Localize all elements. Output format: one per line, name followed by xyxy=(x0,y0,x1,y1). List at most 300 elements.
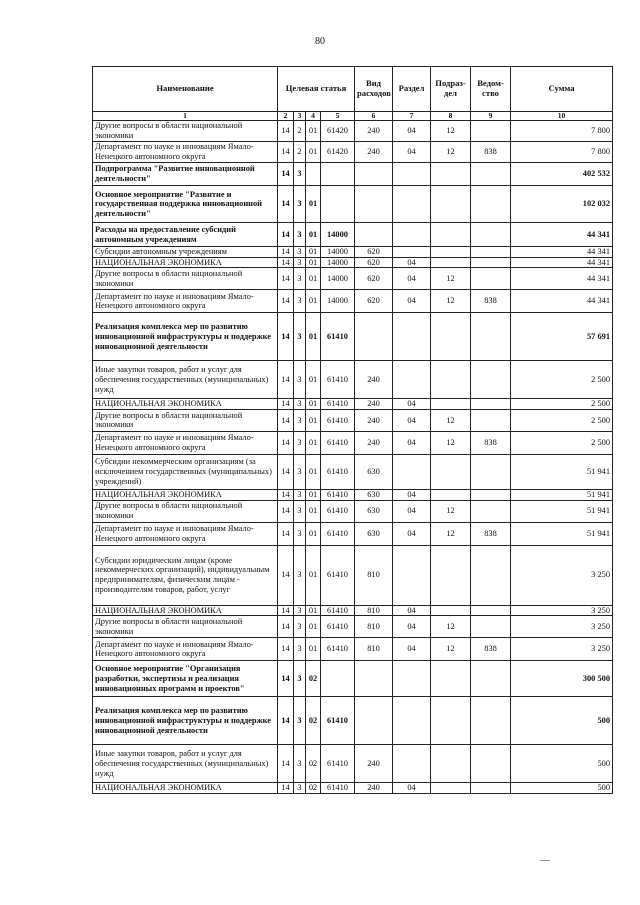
row-name: Иные закупки товаров, работ и услуг для обеспечения государственных (муниципальных) нужд xyxy=(93,745,278,783)
target-code-1: 14 xyxy=(278,545,294,605)
subsection-cell xyxy=(431,489,471,500)
department-cell xyxy=(471,745,511,783)
expense-type-cell xyxy=(355,697,393,745)
subsection-cell: 12 xyxy=(431,431,471,454)
table-row xyxy=(93,409,613,431)
target-code-3: 02 xyxy=(306,745,321,783)
expense-type-cell: 620 xyxy=(355,257,393,268)
section-cell: 04 xyxy=(393,290,431,313)
section-cell xyxy=(393,247,431,258)
department-cell xyxy=(471,313,511,361)
target-code-1: 14 xyxy=(278,616,294,638)
department-cell: 838 xyxy=(471,142,511,163)
expense-type-cell xyxy=(355,163,393,186)
target-code-2: 3 xyxy=(294,399,306,410)
target-code-2: 3 xyxy=(294,638,306,661)
column-number-row xyxy=(93,112,613,121)
table-body xyxy=(93,121,613,794)
row-name: Субсидии юридическим лицам (кроме некоммерческих организаций), индивидуальным предпринимателям, физическим лицам - производителям товаров, работ, услуг xyxy=(93,545,278,605)
target-code-1: 14 xyxy=(278,522,294,545)
target-code-1: 14 xyxy=(278,186,294,223)
sum-cell: 3 250 xyxy=(511,545,613,605)
subsection-cell xyxy=(431,361,471,399)
target-code-3: 02 xyxy=(306,661,321,697)
row-name: Расходы на предоставление субсидий автономным учреждениям xyxy=(93,223,278,247)
table-row xyxy=(93,290,613,313)
subsection-cell: 12 xyxy=(431,290,471,313)
target-code-1: 14 xyxy=(278,697,294,745)
target-code-2: 3 xyxy=(294,616,306,638)
sum-cell: 2 500 xyxy=(511,361,613,399)
target-code-4: 14000 xyxy=(321,268,355,290)
sum-cell: 500 xyxy=(511,697,613,745)
subsection-cell xyxy=(431,313,471,361)
department-cell xyxy=(471,268,511,290)
target-code-4: 61410 xyxy=(321,697,355,745)
department-cell: 838 xyxy=(471,638,511,661)
subsection-cell xyxy=(431,247,471,258)
target-code-3: 02 xyxy=(306,697,321,745)
table-row xyxy=(93,313,613,361)
target-code-2: 3 xyxy=(294,454,306,489)
target-code-4: 14000 xyxy=(321,257,355,268)
target-code-3: 01 xyxy=(306,605,321,616)
target-code-2: 3 xyxy=(294,605,306,616)
expense-type-cell: 620 xyxy=(355,247,393,258)
table-row xyxy=(93,500,613,522)
expense-type-cell: 240 xyxy=(355,121,393,142)
expense-type-cell: 620 xyxy=(355,268,393,290)
sum-cell: 2 500 xyxy=(511,399,613,410)
subsection-cell xyxy=(431,186,471,223)
department-cell xyxy=(471,661,511,697)
target-code-1: 14 xyxy=(278,121,294,142)
target-code-1: 14 xyxy=(278,223,294,247)
expense-type-cell xyxy=(355,186,393,223)
department-cell: 838 xyxy=(471,290,511,313)
expense-type-cell xyxy=(355,313,393,361)
section-cell xyxy=(393,697,431,745)
row-name: Иные закупки товаров, работ и услуг для обеспечения государственных (муниципальных) нужд xyxy=(93,361,278,399)
target-code-2: 3 xyxy=(294,545,306,605)
budget-table xyxy=(92,66,613,794)
header-department: Ведом- ство xyxy=(471,67,511,112)
department-cell xyxy=(471,121,511,142)
section-cell: 04 xyxy=(393,638,431,661)
column-number: 4 xyxy=(306,112,321,121)
table-row xyxy=(93,605,613,616)
target-code-4: 61410 xyxy=(321,361,355,399)
row-name: Другие вопросы в области национальной экономики xyxy=(93,268,278,290)
sum-cell: 2 500 xyxy=(511,431,613,454)
target-code-4 xyxy=(321,186,355,223)
table-row xyxy=(93,361,613,399)
sum-cell: 44 341 xyxy=(511,268,613,290)
row-name: Основное мероприятие "Организация разработки, экспертизы и реализация инновационных программ и проектов" xyxy=(93,661,278,697)
expense-type-cell: 240 xyxy=(355,399,393,410)
target-code-4: 61410 xyxy=(321,745,355,783)
column-number: 2 xyxy=(278,112,294,121)
target-code-3: 01 xyxy=(306,186,321,223)
target-code-3: 01 xyxy=(306,454,321,489)
row-name: НАЦИОНАЛЬНАЯ ЭКОНОМИКА xyxy=(93,489,278,500)
target-code-2: 3 xyxy=(294,163,306,186)
sum-cell: 44 341 xyxy=(511,290,613,313)
table-row xyxy=(93,489,613,500)
row-name: Другие вопросы в области национальной экономики xyxy=(93,409,278,431)
table-row xyxy=(93,268,613,290)
sum-cell: 51 941 xyxy=(511,522,613,545)
target-code-1: 14 xyxy=(278,605,294,616)
target-code-3 xyxy=(306,163,321,186)
sum-cell: 51 941 xyxy=(511,489,613,500)
target-code-4: 61410 xyxy=(321,489,355,500)
expense-type-cell: 630 xyxy=(355,522,393,545)
subsection-cell: 12 xyxy=(431,500,471,522)
expense-type-cell: 810 xyxy=(355,545,393,605)
expense-type-cell: 630 xyxy=(355,500,393,522)
department-cell xyxy=(471,616,511,638)
expense-type-cell: 240 xyxy=(355,361,393,399)
target-code-3: 01 xyxy=(306,409,321,431)
scan-mark xyxy=(540,860,550,861)
target-code-1: 14 xyxy=(278,268,294,290)
table-row xyxy=(93,163,613,186)
target-code-3: 01 xyxy=(306,638,321,661)
target-code-2: 3 xyxy=(294,431,306,454)
target-code-2: 3 xyxy=(294,247,306,258)
section-cell xyxy=(393,661,431,697)
sum-cell: 7 800 xyxy=(511,142,613,163)
table-row xyxy=(93,545,613,605)
row-name: Другие вопросы в области национальной экономики xyxy=(93,500,278,522)
target-code-1: 14 xyxy=(278,142,294,163)
target-code-2: 2 xyxy=(294,121,306,142)
table-row xyxy=(93,661,613,697)
expense-type-cell: 630 xyxy=(355,489,393,500)
section-cell: 04 xyxy=(393,431,431,454)
department-cell xyxy=(471,545,511,605)
target-code-2: 3 xyxy=(294,783,306,794)
row-name: Подпрограмма "Развитие инновационной деятельности" xyxy=(93,163,278,186)
department-cell xyxy=(471,489,511,500)
section-cell: 04 xyxy=(393,489,431,500)
target-code-3: 01 xyxy=(306,500,321,522)
table-row xyxy=(93,616,613,638)
table-row xyxy=(93,142,613,163)
column-number: 6 xyxy=(355,112,393,121)
subsection-cell: 12 xyxy=(431,616,471,638)
section-cell: 04 xyxy=(393,142,431,163)
subsection-cell xyxy=(431,605,471,616)
department-cell xyxy=(471,454,511,489)
row-name: Департамент по науке и инновациям Ямало-Ненецкого автономного округа xyxy=(93,431,278,454)
target-code-3: 01 xyxy=(306,247,321,258)
target-code-4: 61410 xyxy=(321,605,355,616)
department-cell xyxy=(471,257,511,268)
sum-cell: 500 xyxy=(511,745,613,783)
section-cell xyxy=(393,163,431,186)
target-code-2: 3 xyxy=(294,361,306,399)
subsection-cell: 12 xyxy=(431,142,471,163)
target-code-1: 14 xyxy=(278,290,294,313)
department-cell xyxy=(471,163,511,186)
target-code-3: 01 xyxy=(306,290,321,313)
sum-cell: 44 341 xyxy=(511,223,613,247)
section-cell: 04 xyxy=(393,522,431,545)
department-cell xyxy=(471,223,511,247)
expense-type-cell: 810 xyxy=(355,616,393,638)
row-name: Департамент по науке и инновациям Ямало-Ненецкого автономного округа xyxy=(93,290,278,313)
row-name: Субсидии некоммерческим организациям (за исключением государственных (муниципальных) учреждений) xyxy=(93,454,278,489)
target-code-4: 61410 xyxy=(321,399,355,410)
department-cell xyxy=(471,361,511,399)
target-code-3: 01 xyxy=(306,616,321,638)
expense-type-cell: 810 xyxy=(355,605,393,616)
subsection-cell xyxy=(431,454,471,489)
target-code-4: 61410 xyxy=(321,431,355,454)
column-number: 1 xyxy=(93,112,278,121)
header-name: Наименование xyxy=(93,67,278,112)
target-code-1: 14 xyxy=(278,500,294,522)
target-code-1: 14 xyxy=(278,399,294,410)
subsection-cell xyxy=(431,783,471,794)
target-code-3: 01 xyxy=(306,142,321,163)
sum-cell: 3 250 xyxy=(511,605,613,616)
target-code-1: 14 xyxy=(278,431,294,454)
section-cell xyxy=(393,186,431,223)
subsection-cell xyxy=(431,745,471,783)
target-code-3: 01 xyxy=(306,121,321,142)
table-row xyxy=(93,783,613,794)
target-code-4: 61410 xyxy=(321,500,355,522)
page-number: 80 xyxy=(315,36,325,47)
target-code-3: 02 xyxy=(306,783,321,794)
sum-cell: 3 250 xyxy=(511,638,613,661)
section-cell xyxy=(393,313,431,361)
target-code-4: 61410 xyxy=(321,545,355,605)
section-cell xyxy=(393,361,431,399)
target-code-4: 61410 xyxy=(321,783,355,794)
column-number: 10 xyxy=(511,112,613,121)
target-code-4: 14000 xyxy=(321,247,355,258)
target-code-2: 3 xyxy=(294,268,306,290)
column-number: 3 xyxy=(294,112,306,121)
header-target: Целевая статья xyxy=(278,67,355,112)
sum-cell: 102 032 xyxy=(511,186,613,223)
target-code-1: 14 xyxy=(278,247,294,258)
target-code-3: 01 xyxy=(306,313,321,361)
row-name: Субсидии автономным учреждениям xyxy=(93,247,278,258)
subsection-cell xyxy=(431,697,471,745)
expense-type-cell: 240 xyxy=(355,745,393,783)
subsection-cell xyxy=(431,545,471,605)
target-code-2: 2 xyxy=(294,142,306,163)
target-code-2: 3 xyxy=(294,697,306,745)
target-code-3: 01 xyxy=(306,399,321,410)
subsection-cell: 12 xyxy=(431,409,471,431)
subsection-cell xyxy=(431,661,471,697)
row-name: НАЦИОНАЛЬНАЯ ЭКОНОМИКА xyxy=(93,399,278,410)
subsection-cell: 12 xyxy=(431,522,471,545)
target-code-4: 14000 xyxy=(321,223,355,247)
column-number: 7 xyxy=(393,112,431,121)
target-code-2: 3 xyxy=(294,489,306,500)
target-code-3: 01 xyxy=(306,268,321,290)
section-cell xyxy=(393,745,431,783)
section-cell: 04 xyxy=(393,500,431,522)
target-code-2: 3 xyxy=(294,409,306,431)
target-code-1: 14 xyxy=(278,361,294,399)
target-code-2: 3 xyxy=(294,223,306,247)
row-name: НАЦИОНАЛЬНАЯ ЭКОНОМИКА xyxy=(93,605,278,616)
target-code-1: 14 xyxy=(278,661,294,697)
header-subsection: Подраз- дел xyxy=(431,67,471,112)
expense-type-cell: 810 xyxy=(355,638,393,661)
department-cell xyxy=(471,783,511,794)
subsection-cell xyxy=(431,223,471,247)
section-cell: 04 xyxy=(393,268,431,290)
target-code-4: 14000 xyxy=(321,290,355,313)
target-code-2: 3 xyxy=(294,257,306,268)
table-row xyxy=(93,431,613,454)
target-code-3: 01 xyxy=(306,361,321,399)
subsection-cell: 12 xyxy=(431,268,471,290)
target-code-1: 14 xyxy=(278,489,294,500)
table-row xyxy=(93,247,613,258)
row-name: Основное мероприятие "Развитие и государственная поддержка инновационной деятельности" xyxy=(93,186,278,223)
target-code-2: 3 xyxy=(294,522,306,545)
row-name: Реализация комплекса мер по развитию инновационной инфраструктуры и поддержке инновационной деятельности xyxy=(93,313,278,361)
department-cell: 838 xyxy=(471,431,511,454)
sum-cell: 44 341 xyxy=(511,247,613,258)
expense-type-cell: 240 xyxy=(355,783,393,794)
target-code-3: 01 xyxy=(306,257,321,268)
sum-cell: 2 500 xyxy=(511,409,613,431)
department-cell xyxy=(471,605,511,616)
sum-cell: 7 800 xyxy=(511,121,613,142)
sum-cell: 51 941 xyxy=(511,454,613,489)
section-cell: 04 xyxy=(393,605,431,616)
subsection-cell xyxy=(431,163,471,186)
table-row xyxy=(93,223,613,247)
department-cell xyxy=(471,500,511,522)
section-cell: 04 xyxy=(393,409,431,431)
target-code-1: 14 xyxy=(278,163,294,186)
target-code-2: 3 xyxy=(294,745,306,783)
target-code-4: 61410 xyxy=(321,409,355,431)
target-code-2: 3 xyxy=(294,313,306,361)
section-cell xyxy=(393,454,431,489)
target-code-4: 61410 xyxy=(321,616,355,638)
target-code-3: 01 xyxy=(306,489,321,500)
table-header xyxy=(93,67,613,121)
sum-cell: 300 500 xyxy=(511,661,613,697)
expense-type-cell: 620 xyxy=(355,290,393,313)
row-name: Другие вопросы в области национальной экономики xyxy=(93,121,278,142)
target-code-1: 14 xyxy=(278,409,294,431)
row-name: Департамент по науке и инновациям Ямало-Ненецкого автономного округа xyxy=(93,638,278,661)
table-row xyxy=(93,454,613,489)
sum-cell: 44 341 xyxy=(511,257,613,268)
target-code-4: 61410 xyxy=(321,638,355,661)
target-code-2: 3 xyxy=(294,186,306,223)
sum-cell: 500 xyxy=(511,783,613,794)
department-cell xyxy=(471,409,511,431)
table-row xyxy=(93,638,613,661)
section-cell: 04 xyxy=(393,257,431,268)
target-code-4 xyxy=(321,661,355,697)
subsection-cell xyxy=(431,257,471,268)
section-cell xyxy=(393,223,431,247)
target-code-3: 01 xyxy=(306,431,321,454)
target-code-1: 14 xyxy=(278,638,294,661)
target-code-1: 14 xyxy=(278,313,294,361)
target-code-1: 14 xyxy=(278,745,294,783)
section-cell: 04 xyxy=(393,783,431,794)
sum-cell: 3 250 xyxy=(511,616,613,638)
target-code-2: 3 xyxy=(294,290,306,313)
column-number: 9 xyxy=(471,112,511,121)
row-name: НАЦИОНАЛЬНАЯ ЭКОНОМИКА xyxy=(93,783,278,794)
table-row xyxy=(93,399,613,410)
header-expense-type: Вид расходов xyxy=(355,67,393,112)
row-name: Другие вопросы в области национальной экономики xyxy=(93,616,278,638)
row-name: НАЦИОНАЛЬНАЯ ЭКОНОМИКА xyxy=(93,257,278,268)
column-number: 5 xyxy=(321,112,355,121)
subsection-cell xyxy=(431,399,471,410)
row-name: Реализация комплекса мер по развитию инновационной инфраструктуры и поддержке инновационной деятельности xyxy=(93,697,278,745)
table-row xyxy=(93,522,613,545)
row-name: Департамент по науке и инновациям Ямало-Ненецкого автономного округа xyxy=(93,522,278,545)
row-name: Департамент по науке и инновациям Ямало-Ненецкого автономного округа xyxy=(93,142,278,163)
sum-cell: 402 532 xyxy=(511,163,613,186)
target-code-4: 61410 xyxy=(321,454,355,489)
expense-type-cell: 240 xyxy=(355,431,393,454)
section-cell: 04 xyxy=(393,121,431,142)
table-row xyxy=(93,186,613,223)
table-row xyxy=(93,257,613,268)
department-cell xyxy=(471,399,511,410)
header-section: Раздел xyxy=(393,67,431,112)
subsection-cell: 12 xyxy=(431,638,471,661)
target-code-3: 01 xyxy=(306,522,321,545)
expense-type-cell: 240 xyxy=(355,409,393,431)
department-cell xyxy=(471,186,511,223)
target-code-3: 01 xyxy=(306,545,321,605)
table-row xyxy=(93,697,613,745)
target-code-1: 14 xyxy=(278,454,294,489)
target-code-4 xyxy=(321,163,355,186)
target-code-1: 14 xyxy=(278,257,294,268)
section-cell: 04 xyxy=(393,616,431,638)
target-code-4: 61420 xyxy=(321,142,355,163)
target-code-2: 3 xyxy=(294,661,306,697)
target-code-2: 3 xyxy=(294,500,306,522)
target-code-4: 61410 xyxy=(321,522,355,545)
section-cell: 04 xyxy=(393,399,431,410)
target-code-3: 01 xyxy=(306,223,321,247)
column-number: 8 xyxy=(431,112,471,121)
table-row xyxy=(93,745,613,783)
department-cell xyxy=(471,247,511,258)
table-row xyxy=(93,121,613,142)
expense-type-cell xyxy=(355,661,393,697)
header-sum: Сумма xyxy=(511,67,613,112)
target-code-1: 14 xyxy=(278,783,294,794)
expense-type-cell: 630 xyxy=(355,454,393,489)
target-code-4: 61410 xyxy=(321,313,355,361)
